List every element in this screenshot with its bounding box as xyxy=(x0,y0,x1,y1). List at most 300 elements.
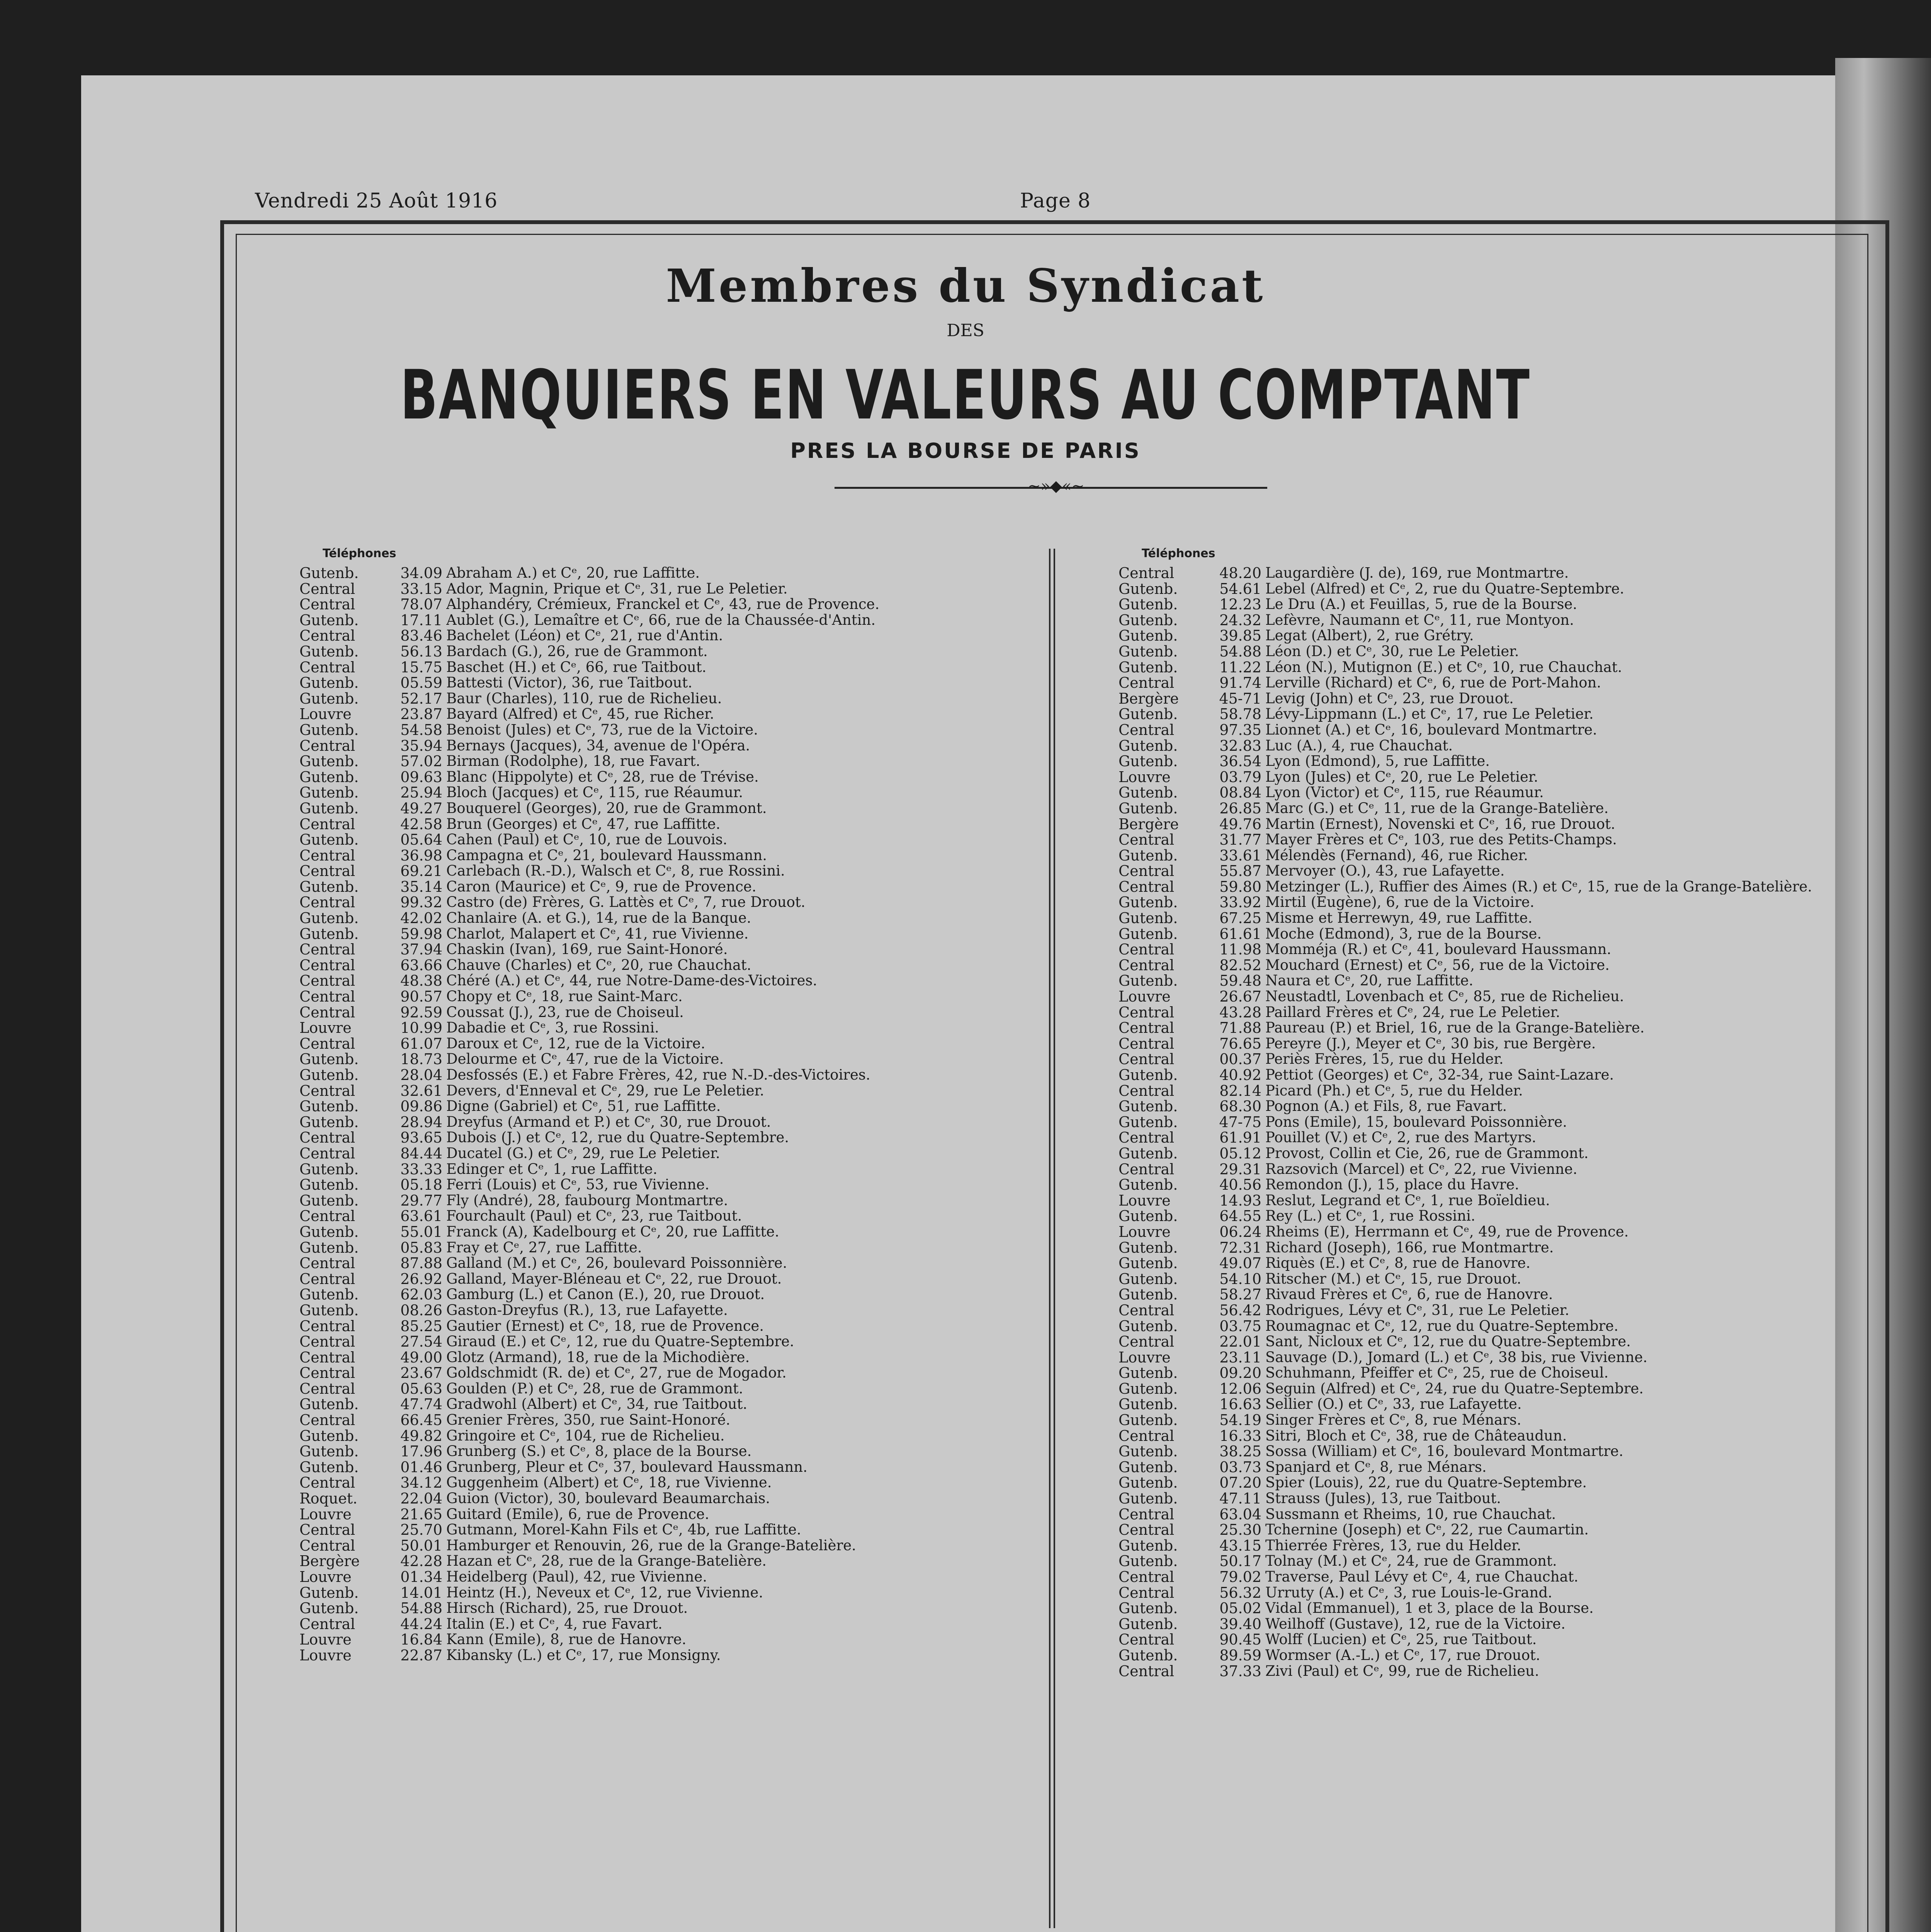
member-row xyxy=(1118,597,1845,612)
telephone xyxy=(1118,1177,1265,1193)
telephone xyxy=(299,691,446,707)
phone-number: 12.06 xyxy=(1219,1380,1261,1397)
telephone xyxy=(1118,1569,1265,1585)
member-entry: Bernays (Jacques), 34, avenue de l'Opéra. xyxy=(446,738,750,754)
telephone xyxy=(1118,1036,1265,1052)
phone-number: 32.83 xyxy=(1219,737,1261,754)
telephone xyxy=(1118,910,1265,926)
phone-number: 05.64 xyxy=(400,831,442,849)
phone-number: 64.55 xyxy=(1219,1208,1261,1225)
member-entry: Rey (L.) et Cᵉ, 1, rue Rossini. xyxy=(1265,1208,1475,1224)
phone-number: 50.17 xyxy=(1219,1553,1261,1570)
member-entry: Digne (Gabriel) et Cᵉ, 51, rue Laffitte. xyxy=(446,1099,721,1114)
phone-number: 45-71 xyxy=(1219,690,1261,707)
member-row xyxy=(1118,1396,1845,1412)
member-entry: Battesti (Victor), 36, rue Taitbout. xyxy=(446,675,692,691)
member-row xyxy=(299,1365,1037,1381)
ornament-icon: ~»◆«~ xyxy=(1028,477,1084,495)
member-entry: Delourme et Cᵉ, 47, rue de la Victoire. xyxy=(446,1051,724,1067)
phone-number: 89.59 xyxy=(1219,1646,1261,1664)
telephone xyxy=(299,1005,446,1020)
member-row xyxy=(299,1600,1037,1616)
member-row xyxy=(299,1428,1037,1444)
exchange-name: Gutenb. xyxy=(1118,753,1178,770)
member-row xyxy=(299,565,1037,581)
member-entry: Roumagnac et Cᵉ, 12, rue du Quatre-Septembre. xyxy=(1265,1318,1618,1334)
exchange-name: Central xyxy=(299,580,355,597)
telephone xyxy=(299,957,446,973)
exchange-name: Gutenb. xyxy=(299,753,359,770)
telephone xyxy=(1118,628,1265,644)
exchange-name: Central xyxy=(299,627,355,645)
exchange-name: Gutenb. xyxy=(299,1239,359,1256)
telephone xyxy=(1118,848,1265,864)
telephone xyxy=(1118,1020,1265,1036)
member-entry: Paureau (P.) et Briel, 16, rue de la Grange-Batelière. xyxy=(1265,1020,1645,1036)
telephone xyxy=(299,1224,446,1240)
phone-number: 56.42 xyxy=(1219,1301,1261,1319)
member-entry: Franck (A), Kadelbourg et Cᵉ, 20, rue Laffitte. xyxy=(446,1224,779,1240)
member-entry: Pognon (A.) et Fils, 8, rue Favart. xyxy=(1265,1099,1507,1114)
exchange-name: Central xyxy=(1118,1003,1175,1021)
member-row xyxy=(1118,1350,1845,1366)
member-entry: Baur (Charles), 110, rue de Richelieu. xyxy=(446,690,722,707)
member-row xyxy=(1118,1318,1845,1334)
telephone xyxy=(1118,1240,1265,1256)
member-entry: Picard (Ph.) et Cᵉ, 5, rue du Helder. xyxy=(1265,1083,1523,1099)
telephone xyxy=(1118,660,1265,675)
member-row xyxy=(1118,1208,1845,1224)
member-row xyxy=(299,989,1037,1005)
telephone xyxy=(1118,597,1265,612)
member-row xyxy=(299,1507,1037,1522)
phone-number: 11.98 xyxy=(1219,941,1261,958)
telephone xyxy=(299,1099,446,1114)
telephone xyxy=(299,1303,446,1318)
exchange-name: Gutenb. xyxy=(299,1176,359,1194)
member-row xyxy=(1118,1444,1845,1459)
exchange-name: Gutenb. xyxy=(1118,580,1178,597)
exchange-name: Gutenb. xyxy=(1118,972,1178,990)
phone-number: 71.88 xyxy=(1219,1019,1261,1037)
exchange-name: Louvre xyxy=(1118,1349,1171,1366)
phone-number: 17.11 xyxy=(400,611,442,629)
phone-number: 23.87 xyxy=(400,706,442,723)
member-row xyxy=(1118,1585,1845,1601)
telephone xyxy=(1118,691,1265,707)
member-entry: Luc (A.), 4, rue Chauchat. xyxy=(1265,738,1453,754)
telephone xyxy=(1118,1632,1265,1648)
telephone xyxy=(299,660,446,675)
phone-number: 38.25 xyxy=(1219,1443,1261,1460)
exchange-name: Gutenb. xyxy=(1118,1396,1178,1413)
phone-number: 97.35 xyxy=(1219,721,1261,738)
member-row xyxy=(299,816,1037,832)
telephone xyxy=(299,1177,446,1193)
member-row xyxy=(1118,1475,1845,1491)
member-row xyxy=(299,785,1037,801)
member-entry: Mélendès (Fernand), 46, rue Richer. xyxy=(1265,847,1528,864)
member-entry: Galland (M.) et Cᵉ, 26, boulevard Poissonnière. xyxy=(446,1255,787,1271)
exchange-name: Gutenb. xyxy=(1118,1286,1178,1303)
member-row xyxy=(299,660,1037,675)
masthead-des: DES xyxy=(947,321,984,340)
member-entry: Rivaud Frères et Cᵉ, 6, rue de Hanovre. xyxy=(1265,1287,1553,1303)
member-entry: Rheims (E), Herrmann et Cᵉ, 49, rue de Provence. xyxy=(1265,1224,1629,1240)
member-entry: Sant, Nicloux et Cᵉ, 12, rue du Quatre-Septembre. xyxy=(1265,1334,1631,1350)
member-entry: Sussmann et Rheims, 10, rue Chauchat. xyxy=(1265,1506,1556,1522)
exchange-name: Gutenb. xyxy=(1118,1208,1178,1225)
member-entry: Pereyre (J.), Meyer et Cᵉ, 30 bis, rue Bergère. xyxy=(1265,1036,1596,1052)
telephone xyxy=(1118,565,1265,581)
exchange-name: Gutenb. xyxy=(1118,1066,1178,1083)
phone-number: 54.19 xyxy=(1219,1412,1261,1429)
member-row xyxy=(1118,753,1845,769)
exchange-name: Central xyxy=(1118,941,1175,958)
member-entry: Singer Frères et Cᵉ, 8, rue Ménars. xyxy=(1265,1412,1521,1428)
telephone xyxy=(1118,895,1265,910)
telephone xyxy=(299,1491,446,1507)
exchange-name: Central xyxy=(1118,721,1175,738)
telephone xyxy=(299,565,446,581)
telephone xyxy=(299,1287,446,1303)
exchange-name: Gutenb. xyxy=(1118,1176,1178,1194)
member-entry: Traverse, Paul Lévy et Cᵉ, 4, rue Chauchat. xyxy=(1265,1569,1579,1585)
member-entry: Aublet (G.), Lemaître et Cᵉ, 66, rue de la Chaussée-d'Antin. xyxy=(446,612,876,628)
exchange-name: Central xyxy=(1118,1160,1175,1178)
phone-number: 62.03 xyxy=(400,1286,442,1303)
member-entry: Guggenheim (Albert) et Cᵉ, 18, rue Vivienne. xyxy=(446,1475,772,1491)
telephone xyxy=(1118,1130,1265,1146)
phone-number: 01.46 xyxy=(400,1458,442,1476)
telephone xyxy=(1118,612,1265,628)
exchange-name: Bergère xyxy=(299,1553,360,1570)
member-entry: Galland, Mayer-Bléneau et Cᵉ, 22, rue Drouot. xyxy=(446,1271,782,1287)
member-row xyxy=(1118,1036,1845,1052)
member-row xyxy=(299,1334,1037,1350)
phone-number: 66.45 xyxy=(400,1412,442,1429)
exchange-name: Gutenb. xyxy=(1118,1490,1178,1507)
member-entry: Grunberg (S.) et Cᵉ, 8, place de la Bourse. xyxy=(446,1444,752,1459)
phone-number: 33.15 xyxy=(400,580,442,597)
telephone xyxy=(1118,973,1265,989)
member-row xyxy=(1118,1005,1845,1020)
member-entry: Neustadtl, Lovenbach et Cᵉ, 85, rue de Richelieu. xyxy=(1265,989,1624,1005)
phone-number: 35.94 xyxy=(400,737,442,754)
phone-number: 15.75 xyxy=(400,658,442,676)
member-row xyxy=(299,1648,1037,1663)
telephone xyxy=(1118,1475,1265,1491)
phone-number: 05.02 xyxy=(1219,1600,1261,1617)
exchange-name: Central xyxy=(299,1255,355,1272)
telephone xyxy=(299,989,446,1005)
member-row xyxy=(1118,1240,1845,1256)
member-row xyxy=(299,863,1037,879)
member-row xyxy=(299,1130,1037,1146)
member-row xyxy=(299,644,1037,660)
telephone xyxy=(299,1632,446,1648)
member-entry: Bachelet (Léon) et Cᵉ, 21, rue d'Antin. xyxy=(446,628,723,644)
exchange-name: Central xyxy=(299,1145,355,1162)
telephone xyxy=(299,1507,446,1522)
member-row xyxy=(1118,1538,1845,1554)
member-row xyxy=(299,1020,1037,1036)
telephone xyxy=(1118,1459,1265,1475)
member-row xyxy=(299,691,1037,707)
member-row xyxy=(1118,832,1845,848)
exchange-name: Gutenb. xyxy=(299,784,359,801)
phone-number: 39.85 xyxy=(1219,627,1261,645)
telephone xyxy=(1118,1193,1265,1209)
telephone xyxy=(1118,722,1265,738)
member-row xyxy=(299,1491,1037,1507)
members-left-column xyxy=(299,547,1037,1663)
phone-number: 36.54 xyxy=(1219,753,1261,770)
phone-number: 08.84 xyxy=(1219,784,1261,801)
member-row xyxy=(299,706,1037,722)
exchange-name: Gutenb. xyxy=(299,1192,359,1209)
member-entry: Tchernine (Joseph) et Cᵉ, 22, rue Caumartin. xyxy=(1265,1522,1589,1538)
member-row xyxy=(299,1099,1037,1114)
telephone xyxy=(299,926,446,942)
exchange-name: Gutenb. xyxy=(1118,643,1178,660)
telephone xyxy=(1118,1318,1265,1334)
telephone xyxy=(299,1365,446,1381)
member-entry: Italin (E.) et Cᵉ, 4, rue Favart. xyxy=(446,1616,663,1632)
phone-number: 39.40 xyxy=(1219,1615,1261,1633)
member-entry: Lyon (Jules) et Cᵉ, 20, rue Le Peletier. xyxy=(1265,769,1538,785)
member-row xyxy=(1118,973,1845,989)
phone-number: 22.04 xyxy=(400,1490,442,1507)
exchange-name: Gutenb. xyxy=(299,565,359,582)
members-right-column xyxy=(1118,547,1845,1679)
member-entry: Laugardière (J. de), 169, rue Montmartre. xyxy=(1265,565,1569,581)
phone-number: 03.75 xyxy=(1219,1317,1261,1335)
exchange-name: Gutenb. xyxy=(299,1458,359,1476)
member-row xyxy=(299,1177,1037,1193)
phone-number: 59.48 xyxy=(1219,972,1261,990)
telephone xyxy=(1118,1114,1265,1130)
member-row xyxy=(299,1553,1037,1569)
exchange-name: Bergère xyxy=(1118,690,1179,707)
telephone xyxy=(299,769,446,785)
member-entry: Strauss (Jules), 13, rue Taitbout. xyxy=(1265,1491,1501,1507)
member-entry: Ador, Magnin, Prique et Cᵉ, 31, rue Le Peletier. xyxy=(446,581,788,597)
telephone xyxy=(299,1444,446,1459)
phone-number: 01.34 xyxy=(400,1568,442,1585)
member-entry: Brun (Georges) et Cᵉ, 47, rue Laffitte. xyxy=(446,816,721,832)
member-entry: Tolnay (M.) et Cᵉ, 24, rue de Grammont. xyxy=(1265,1553,1557,1569)
telephone xyxy=(1118,926,1265,942)
member-entry: Levig (John) et Cᵉ, 23, rue Drouot. xyxy=(1265,690,1514,707)
member-entry: Goldschmidt (R. de) et Cᵉ, 27, rue de Mogador. xyxy=(446,1365,787,1381)
member-row xyxy=(1118,1600,1845,1616)
phone-number: 59.98 xyxy=(400,925,442,942)
telephone xyxy=(299,1020,446,1036)
member-row xyxy=(299,1208,1037,1224)
phone-number: 59.80 xyxy=(1219,878,1261,895)
exchange-name: Central xyxy=(1118,1427,1175,1444)
exchange-name: Central xyxy=(1118,1631,1175,1648)
exchange-name: Louvre xyxy=(299,706,352,723)
member-entry: Naura et Cᵉ, 20, rue Laffitte. xyxy=(1265,973,1474,989)
exchange-name: Central xyxy=(1118,956,1175,974)
member-row xyxy=(1118,660,1845,675)
phone-number: 56.13 xyxy=(400,643,442,660)
exchange-name: Central xyxy=(1118,1129,1175,1146)
exchange-name: Central xyxy=(1118,1051,1175,1068)
member-row xyxy=(299,1318,1037,1334)
member-row xyxy=(299,1459,1037,1475)
member-row xyxy=(1118,722,1845,738)
telephone xyxy=(1118,1271,1265,1287)
member-row xyxy=(299,1036,1037,1052)
phone-number: 33.33 xyxy=(400,1160,442,1178)
phone-number: 05.18 xyxy=(400,1176,442,1194)
member-row xyxy=(1118,942,1845,957)
member-entry: Marc (G.) et Cᵉ, 11, rue de la Grange-Batelière. xyxy=(1265,800,1609,816)
telephone xyxy=(1118,957,1265,973)
exchange-name: Gutenb. xyxy=(1118,1412,1178,1429)
member-entry: Lerville (Richard) et Cᵉ, 6, rue de Port-Mahon. xyxy=(1265,675,1601,691)
phone-number: 32.61 xyxy=(400,1082,442,1099)
exchange-name: Central xyxy=(299,988,355,1005)
phone-number: 09.20 xyxy=(1219,1364,1261,1382)
exchange-name: Louvre xyxy=(299,1631,352,1648)
member-entry: Coussat (J.), 23, rue de Choiseul. xyxy=(446,1004,684,1020)
exchange-name: Central xyxy=(1118,674,1175,692)
exchange-name: Central xyxy=(299,1035,355,1052)
member-row xyxy=(1118,785,1845,801)
member-row xyxy=(299,1303,1037,1318)
exchange-name: Central xyxy=(1118,1584,1175,1601)
phone-number: 16.33 xyxy=(1219,1427,1261,1444)
member-entry: Thierrée Frères, 13, rue du Helder. xyxy=(1265,1537,1521,1554)
column-divider xyxy=(1049,549,1055,1928)
member-row xyxy=(299,1005,1037,1020)
telephone xyxy=(299,863,446,879)
telephone xyxy=(1118,1616,1265,1632)
member-entry: Dubois (J.) et Cᵉ, 12, rue du Quatre-Septembre. xyxy=(446,1130,789,1146)
member-entry: Mouchard (Ernest) et Cᵉ, 56, rue de la Victoire. xyxy=(1265,957,1610,973)
telephone xyxy=(1118,1412,1265,1428)
member-row xyxy=(1118,848,1845,864)
telephone xyxy=(299,1381,446,1397)
telephone xyxy=(299,1130,446,1146)
phone-number: 76.65 xyxy=(1219,1035,1261,1052)
member-row xyxy=(299,1585,1037,1601)
member-entry: Glotz (Armand), 18, rue de la Michodière. xyxy=(446,1349,750,1366)
member-entry: Kibansky (L.) et Cᵉ, 17, rue Monsigny. xyxy=(446,1647,721,1663)
phone-number: 21.65 xyxy=(400,1505,442,1523)
member-entry: Mayer Frères et Cᵉ, 103, rue des Petits-Champs. xyxy=(1265,832,1617,848)
member-entry: Schuhmann, Pfeiffer et Cᵉ, 25, rue de Choiseul. xyxy=(1265,1365,1609,1381)
telephone xyxy=(299,1051,446,1067)
member-row xyxy=(299,1538,1037,1554)
telephone xyxy=(299,801,446,816)
phone-number: 11.22 xyxy=(1219,658,1261,676)
telephone xyxy=(1118,1600,1265,1616)
telephone xyxy=(1118,832,1265,848)
member-row xyxy=(1118,1051,1845,1067)
exchange-name: Central xyxy=(299,1521,355,1539)
member-entry: Guion (Victor), 30, boulevard Beaumarchais. xyxy=(446,1491,770,1507)
phone-number: 47.74 xyxy=(400,1396,442,1413)
exchange-name: Gutenb. xyxy=(299,1160,359,1178)
telephone xyxy=(299,581,446,597)
member-entry: Caron (Maurice) et Cᵉ, 9, rue de Provence. xyxy=(446,879,756,895)
member-row xyxy=(299,1193,1037,1209)
phone-number: 31.77 xyxy=(1219,831,1261,849)
exchange-name: Gutenb. xyxy=(299,1098,359,1115)
phone-number: 83.46 xyxy=(400,627,442,645)
exchange-name: Central xyxy=(299,1333,355,1350)
member-row xyxy=(299,1271,1037,1287)
member-entry: Kann (Emile), 8, rue de Hanovre. xyxy=(446,1632,687,1648)
telephone xyxy=(1118,1648,1265,1663)
phone-number: 79.02 xyxy=(1219,1568,1261,1585)
member-entry: Alphandéry, Crémieux, Franckel et Cᵉ, 43, rue de Provence. xyxy=(446,597,880,612)
exchange-name: Louvre xyxy=(1118,1223,1171,1240)
phone-number: 78.07 xyxy=(400,596,442,613)
exchange-name: Central xyxy=(299,1208,355,1225)
exchange-name: Gutenb. xyxy=(1118,1553,1178,1570)
member-entry: Mervoyer (O.), 43, rue Lafayette. xyxy=(1265,863,1505,879)
member-row xyxy=(1118,879,1845,895)
telephone xyxy=(299,1036,446,1052)
member-entry: Lyon (Edmond), 5, rue Laffitte. xyxy=(1265,753,1490,769)
member-row xyxy=(299,1412,1037,1428)
date-line: Vendredi 25 Août 1916 xyxy=(255,189,498,213)
telephone xyxy=(1118,1083,1265,1099)
member-row xyxy=(1118,1459,1845,1475)
phone-number: 72.31 xyxy=(1219,1239,1261,1256)
phone-number: 33.92 xyxy=(1219,894,1261,911)
member-entry: Metzinger (L.), Ruffier des Aimes (R.) et Cᵉ, 15, rue de la Grange-Batelière. xyxy=(1265,879,1812,895)
member-row xyxy=(1118,1632,1845,1648)
telephone xyxy=(1118,706,1265,722)
member-entry: Bloch (Jacques) et Cᵉ, 115, rue Réaumur. xyxy=(446,785,743,801)
member-row xyxy=(1118,895,1845,910)
telephone xyxy=(1118,1538,1265,1554)
member-entry: Ducatel (G.) et Cᵉ, 29, rue Le Peletier. xyxy=(446,1145,720,1162)
telephone xyxy=(1118,1146,1265,1162)
member-entry: Wolff (Lucien) et Cᵉ, 25, rue Taitbout. xyxy=(1265,1632,1537,1648)
exchange-name: Gutenb. xyxy=(1118,784,1178,801)
member-entry: Lévy-Lippmann (L.) et Cᵉ, 17, rue Le Peletier. xyxy=(1265,706,1594,722)
member-row xyxy=(1118,581,1845,597)
member-row xyxy=(1118,926,1845,942)
phone-number: 61.61 xyxy=(1219,925,1261,942)
member-row xyxy=(1118,1193,1845,1209)
phone-number: 58.78 xyxy=(1219,706,1261,723)
telephone xyxy=(1118,989,1265,1005)
exchange-name: Central xyxy=(1118,1019,1175,1037)
member-row xyxy=(1118,644,1845,660)
phone-number: 44.24 xyxy=(400,1615,442,1633)
exchange-name: Gutenb. xyxy=(1118,1098,1178,1115)
member-row xyxy=(1118,1412,1845,1428)
phone-number: 49.27 xyxy=(400,799,442,817)
phone-number: 40.92 xyxy=(1219,1066,1261,1083)
telephone xyxy=(1118,801,1265,816)
telephone xyxy=(299,1240,446,1256)
phone-number: 92.59 xyxy=(400,1003,442,1021)
member-row xyxy=(299,1051,1037,1067)
exchange-name: Central xyxy=(1118,1301,1175,1319)
telephone xyxy=(1118,1162,1265,1177)
member-row xyxy=(1118,706,1845,722)
